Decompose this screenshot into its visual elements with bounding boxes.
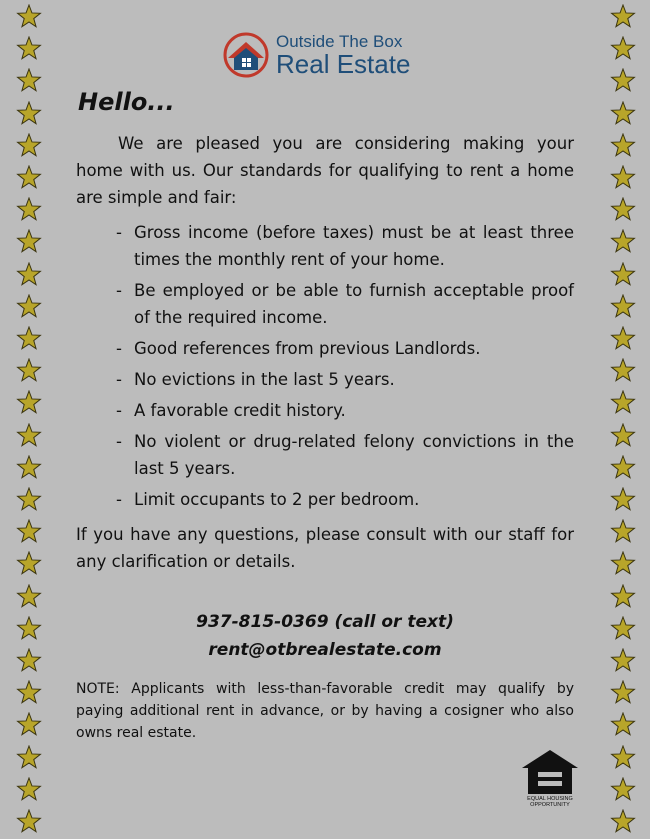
star-icon xyxy=(16,519,42,545)
intro-paragraph: We are pleased you are considering making your home with us. Our standards for qualifying to rent a home are simple and fair: xyxy=(76,134,574,207)
bullet-dash: - xyxy=(116,370,122,389)
bullet-dash: - xyxy=(116,339,122,358)
logo-line2: Real Estate xyxy=(276,49,411,79)
star-icon xyxy=(610,584,636,610)
bullet-dash: - xyxy=(116,223,122,242)
requirement-text: Limit occupants to 2 per bedroom. xyxy=(134,490,420,509)
contact-phone: 937-815-0369 (call or text) xyxy=(196,612,454,632)
right-star-border xyxy=(602,0,642,837)
star-icon xyxy=(610,551,636,577)
star-icon xyxy=(16,680,42,706)
greeting-heading: Hello... xyxy=(78,88,175,116)
star-icon xyxy=(610,390,636,416)
bullet-dash: - xyxy=(116,401,122,420)
star-icon xyxy=(610,519,636,545)
star-icon xyxy=(610,777,636,803)
star-icon xyxy=(16,68,42,94)
note-paragraph: NOTE: Applicants with less-than-favorable credit may qualify by paying additional rent in advance, or by having a cosigner who also owns real estate. xyxy=(76,681,574,741)
requirement-item xyxy=(76,486,574,513)
star-icon xyxy=(610,68,636,94)
star-icon xyxy=(610,229,636,255)
star-icon xyxy=(16,133,42,159)
requirement-item xyxy=(76,428,574,482)
bullet-dash: - xyxy=(116,281,122,300)
star-icon xyxy=(16,616,42,642)
star-icon xyxy=(16,712,42,738)
star-icon xyxy=(16,229,42,255)
star-icon xyxy=(16,745,42,771)
star-icon xyxy=(16,809,42,835)
star-icon xyxy=(610,648,636,674)
requirement-text: Gross income (before taxes) must be at least three times the monthly rent of your home. xyxy=(134,223,574,269)
star-icon xyxy=(16,101,42,127)
requirement-text: No violent or drug-related felony convictions in the last 5 years. xyxy=(134,432,574,478)
star-icon xyxy=(16,487,42,513)
requirement-text: No evictions in the last 5 years. xyxy=(134,370,395,389)
contact-block xyxy=(76,608,574,664)
requirement-item xyxy=(76,366,574,393)
requirement-item xyxy=(76,335,574,362)
star-icon xyxy=(16,326,42,352)
star-icon xyxy=(610,423,636,449)
star-icon xyxy=(16,358,42,384)
star-icon xyxy=(16,777,42,803)
star-icon xyxy=(610,294,636,320)
star-icon xyxy=(610,101,636,127)
star-icon xyxy=(610,809,636,835)
star-icon xyxy=(16,455,42,481)
requirements-list xyxy=(76,219,574,513)
star-icon xyxy=(16,584,42,610)
contact-email: rent@otbrealestate.com xyxy=(208,640,442,660)
equal-housing-logo xyxy=(520,748,580,812)
star-icon xyxy=(610,326,636,352)
star-icon xyxy=(610,133,636,159)
main-content xyxy=(76,130,574,575)
star-icon xyxy=(610,616,636,642)
requirement-text: A favorable credit history. xyxy=(134,401,346,420)
star-icon xyxy=(610,455,636,481)
star-icon xyxy=(610,197,636,223)
requirement-text: Be employed or be able to furnish acceptable proof of the required income. xyxy=(134,281,574,327)
left-star-border xyxy=(8,0,48,837)
equal-housing-icon xyxy=(520,748,580,796)
star-icon xyxy=(16,423,42,449)
house-logo-icon xyxy=(222,30,272,80)
star-icon xyxy=(16,36,42,62)
requirement-item xyxy=(76,277,574,331)
bullet-dash: - xyxy=(116,432,122,451)
equal-housing-line2: OPPORTUNITY xyxy=(530,802,570,808)
logo-line1: Outside The Box xyxy=(276,32,403,51)
requirement-text: Good references from previous Landlords. xyxy=(134,339,481,358)
star-icon xyxy=(610,165,636,191)
star-icon xyxy=(16,294,42,320)
equal-housing-line1: EQUAL HOUSING xyxy=(527,796,573,802)
star-icon xyxy=(16,551,42,577)
star-icon xyxy=(610,4,636,30)
requirement-item xyxy=(76,219,574,273)
requirement-item xyxy=(76,397,574,424)
star-icon xyxy=(610,358,636,384)
star-icon xyxy=(16,390,42,416)
bullet-dash: - xyxy=(116,490,122,509)
star-icon xyxy=(610,712,636,738)
star-icon xyxy=(610,262,636,288)
company-logo xyxy=(222,30,442,80)
star-icon xyxy=(610,745,636,771)
star-icon xyxy=(16,197,42,223)
star-icon xyxy=(16,165,42,191)
star-icon xyxy=(16,648,42,674)
star-icon xyxy=(610,487,636,513)
closing-paragraph: If you have any questions, please consult with our staff for any clarification or details. xyxy=(76,525,574,571)
star-icon xyxy=(16,262,42,288)
star-icon xyxy=(16,4,42,30)
star-icon xyxy=(610,36,636,62)
star-icon xyxy=(610,680,636,706)
